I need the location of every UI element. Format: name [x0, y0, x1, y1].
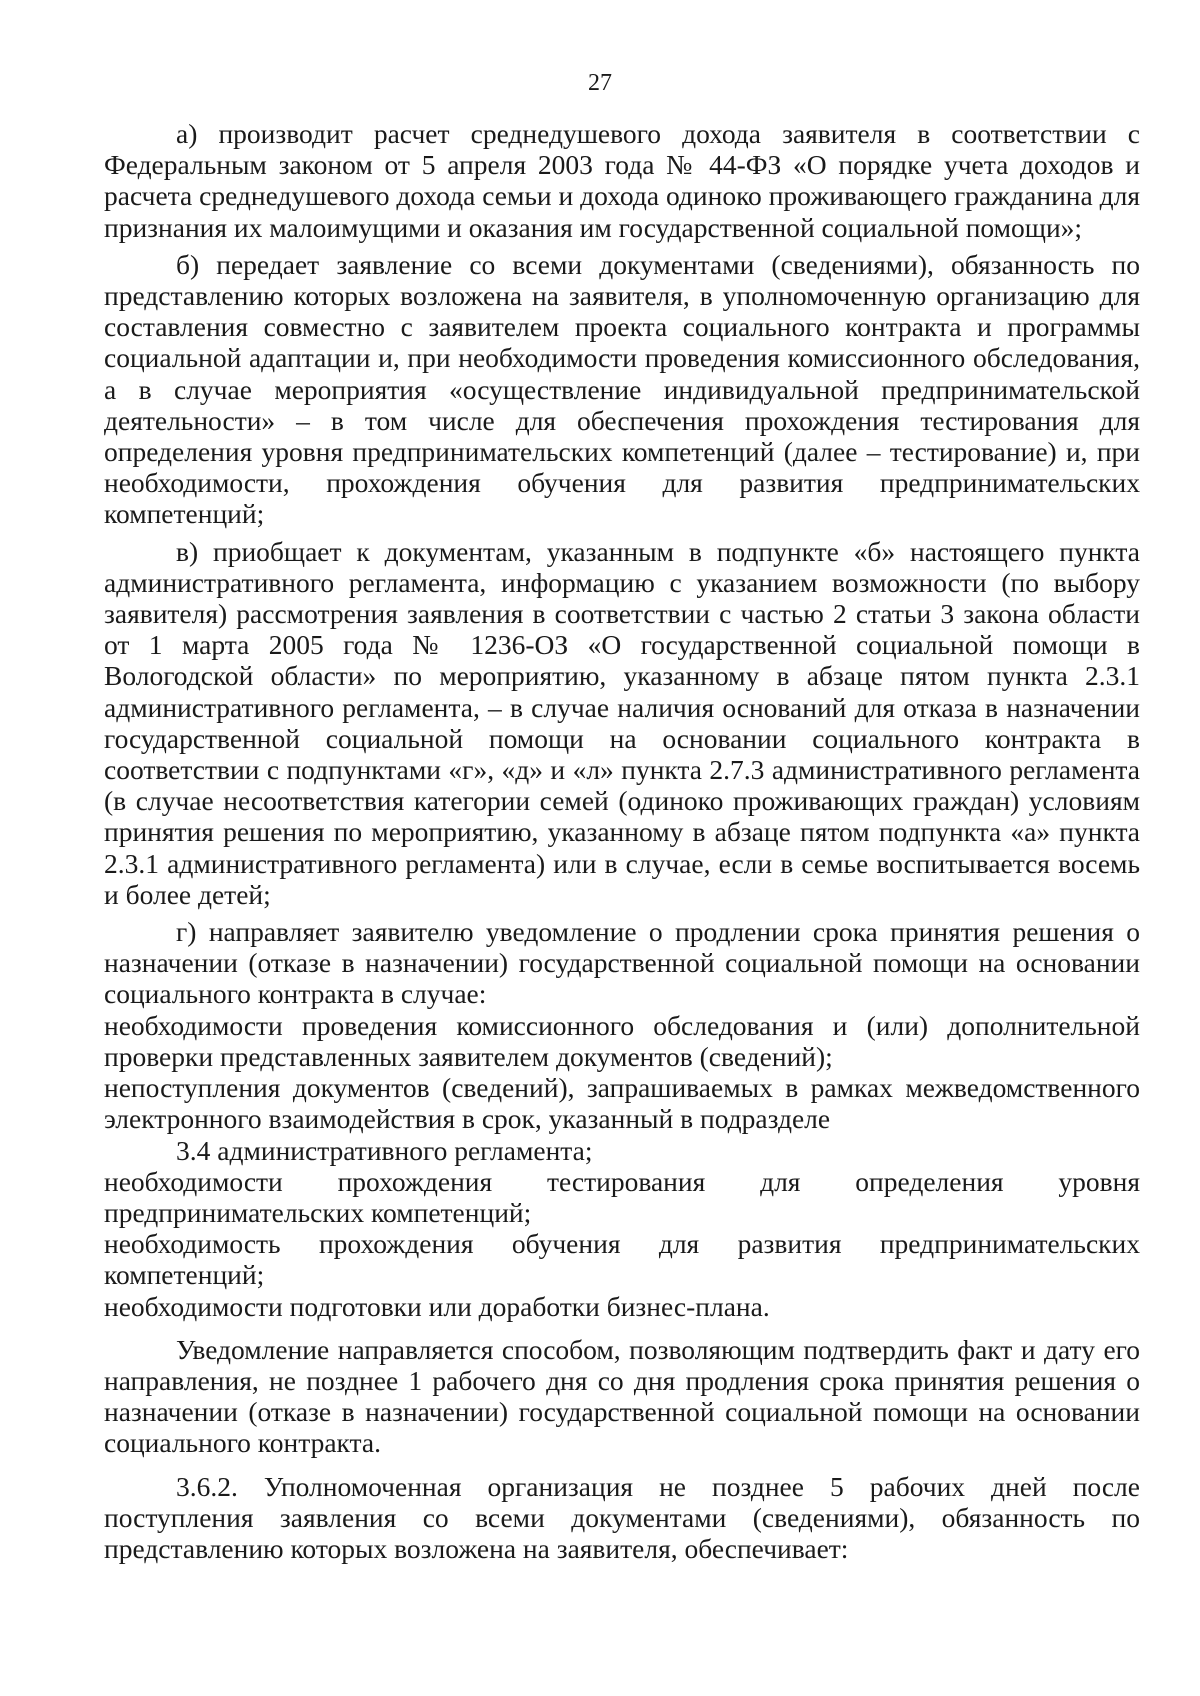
paragraph-item-g: г) направляет заявителю уведомление о продлении срока принятия решения о назначении (отказе в назначении) государственной социальной помощи на основании социального контракта в случае: [104, 916, 1140, 1010]
paragraph-item-v: в) приобщает к документам, указанным в подпункте «б» настоящего пункта административного регламента, информацию с указанием возможности (по выбору заявителя) рассмотрения заявления в соответствии с частью 2 статьи 3 закона области от 1 марта 2005 года № 1236-ОЗ «О государственной социальной помощи в Вологодской области» по мероприятию, указанному в абзаце пятом пункта 2.3.1 административного регламента, – в случае наличия оснований для отказа в назначении государственной социальной помощи на основании социального контракта в соответствии с подпунктами «г», «д» и «л» пункта 2.7.3 административного регламента (в случае несоответствия категории семей (одиноко проживающих граждан) условиям принятия решения по мероприятию, указанному в абзаце пятом подпункта «а» пункта 2.3.1 административного регламента) или в случае, если в семье воспитывается восемь и более детей; [104, 535, 1140, 910]
paragraph-notification: Уведомление направляется способом, позволяющим подтвердить факт и дату его направления, не позднее 1 рабочего дня со дня продления срока принятия решения о назначении (отказе в назначении) государственной социальной помощи на основании социального контракта. [104, 1333, 1140, 1459]
paragraph-case-interagency-continued: 3.4 административного регламента; [176, 1134, 593, 1166]
paragraph-item-b: б) передает заявление со всеми документами (сведениями), обязанность по представлению которых возложена на заявителя, в уполномоченную организацию для составления совместно с заявителем проекта социального контракта и программы социальной адаптации и, при необходимости проведения комиссионного обследования, а в случае мероприятия «осуществление индивидуальной предпринимательской деятельности» – в том числе для обеспечения прохождения тестирования для определения уровня предпринимательских компетенций (далее – тестирование) и, при необходимости, прохождения обучения для развития предпринимательских компетенций; [104, 248, 1140, 530]
paragraph-case-training: необходимость прохождения обучения для развития предпринимательских компетенций; [104, 1228, 1140, 1291]
paragraph-item-a: а) производит расчет среднедушевого дохода заявителя в соответствии с Федеральным законом от 5 апреля 2003 года № 44-ФЗ «О порядке учета доходов и расчета среднедушевого дохода семьи и дохода одиноко проживающего гражданина для признания их малоимущими и оказания им государственной социальной помощи»; [104, 118, 1140, 243]
paragraph-case-business-plan: необходимости подготовки или доработки бизнес-плана. [104, 1290, 770, 1322]
document-body [104, 118, 1140, 1564]
paragraph-case-interagency: непоступления документов (сведений), запрашиваемых в рамках межведомственного электронного взаимодействия в срок, указанный в подразделе [104, 1072, 1140, 1135]
paragraph-section-3-6-2: 3.6.2. Уполномоченная организация не позднее 5 рабочих дней после поступления заявления со всеми документами (сведениями), обязанность по представлению которых возложена на заявителя, обеспечивает: [104, 1470, 1140, 1564]
paragraph-case-testing: необходимости прохождения тестирования для определения уровня предпринимательских компетенций; [104, 1165, 1140, 1228]
paragraph-case-inspection: необходимости проведения комиссионного обследования и (или) дополнительной проверки представленных заявителем документов (сведений); [104, 1009, 1140, 1072]
page-number: 27 [588, 70, 612, 96]
